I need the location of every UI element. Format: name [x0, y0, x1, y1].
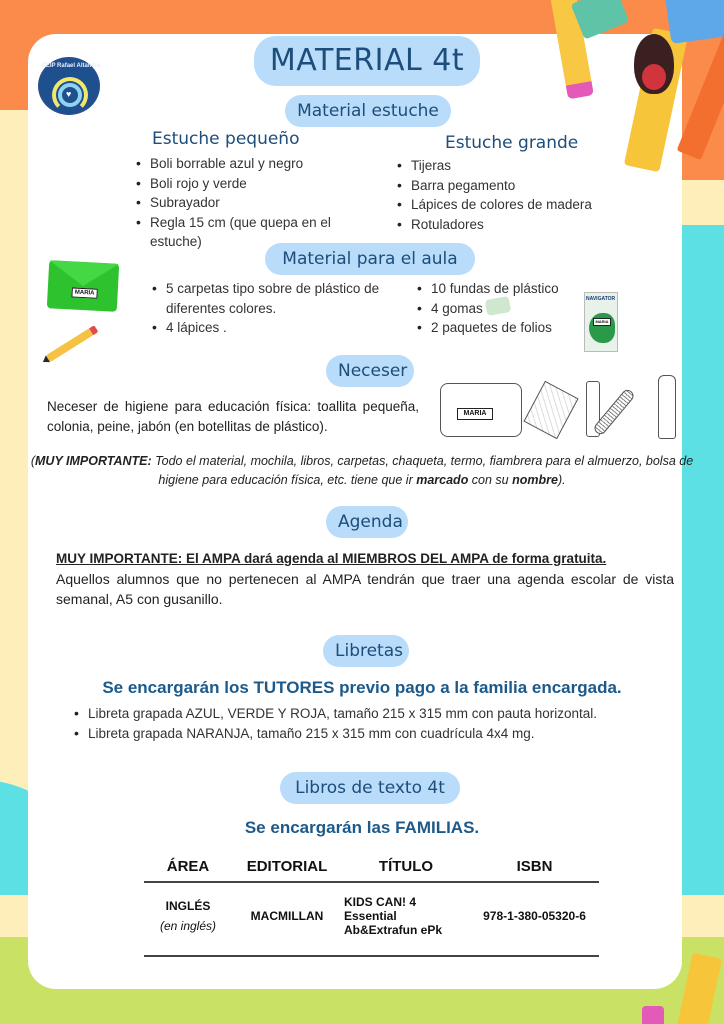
section-label-libros: Libros de texto 4t [280, 772, 460, 804]
list-item: • 10 fundas de plástico [415, 279, 595, 299]
list-item: • Tijeras [395, 156, 625, 176]
column-header-editorial: EDITORIAL [232, 854, 342, 882]
section-label-agenda: Agenda [326, 506, 408, 538]
paper-brand: NAVIGATOR [586, 296, 616, 302]
name-tag: MARIA [71, 287, 97, 298]
agenda-text: Aquellos alumnos que no pertenecen al AMPA tendrán que traer una agenda escolar de vista semanal, A5 con gusanillo. [56, 571, 674, 607]
section-label-neceser: Neceser [326, 355, 414, 387]
list-item: • Barra pegamento [395, 176, 625, 196]
estuche-large-heading: Estuche grande [445, 133, 579, 153]
books-table [144, 854, 599, 957]
list-item: • Regla 15 cm (que quepa en el estuche) [134, 213, 354, 252]
page-title: MATERIAL 4t [254, 36, 480, 86]
paper-pack-illustration [584, 292, 618, 352]
column-header-area: ÁREA [144, 854, 232, 882]
list-item: • Lápices de colores de madera [395, 195, 625, 215]
list-item: • Subrayador [134, 193, 354, 213]
heart-icon: ♥ [66, 89, 72, 99]
list-item: • 2 paquetes de folios [415, 318, 595, 338]
note-text: con su [468, 473, 513, 487]
area-note: (en inglés) [159, 919, 217, 933]
neceser-text: Neceser de higiene para educación física: toallita pequeña, colonia, peine, jabón (en botellitas de plástico). [47, 399, 419, 434]
note-text: Todo el material, mochila, libros, carpetas, chaqueta, termo, fiambrera para el almuerzo, bolsa de higiene para educación física, etc. tiene que ir [151, 454, 694, 487]
note-bold-marcado: marcado [416, 473, 469, 487]
toiletry-bag-icon [440, 383, 522, 437]
towel-icon [523, 381, 578, 439]
note-bold-nombre: nombre [512, 473, 558, 487]
note-text: ). [557, 473, 566, 487]
libros-heading: Se encargarán las FAMILIAS. [244, 818, 480, 837]
column-header-titulo: TÍTULO [342, 854, 470, 882]
estuche-large-list [395, 156, 625, 234]
table-row [144, 882, 599, 956]
estuche-small-list [134, 154, 354, 252]
school-logo [38, 57, 100, 115]
name-tag: MARIA [593, 318, 611, 326]
list-item: • 5 carpetas tipo sobre de plástico de diferentes colores. [150, 279, 390, 318]
area-value: INGLÉS [165, 899, 211, 913]
list-item: • 4 gomas [415, 299, 595, 319]
estuche-small-heading: Estuche pequeño [152, 129, 300, 149]
toiletry-illustration [436, 375, 682, 441]
list-item: • Boli borrable azul y negro [134, 154, 354, 174]
list-item: • 4 lápices . [150, 318, 390, 338]
folder-flap [48, 260, 119, 288]
aula-left-list [150, 279, 390, 338]
logo-text: CEIP Rafael Altamira [41, 63, 101, 69]
cell-editorial: MACMILLAN [232, 882, 342, 956]
folder-illustration [47, 260, 119, 312]
section-label-aula: Material para el aula [265, 243, 475, 275]
paintbrush-icon [634, 34, 674, 94]
section-label-estuche: Material estuche [285, 95, 451, 127]
agenda-important-line: MUY IMPORTANTE: El AMPA dará agenda al MIEMBROS DEL AMPA de forma gratuita. [56, 551, 607, 566]
list-item: • Rotuladores [395, 215, 625, 235]
table-header-row [144, 854, 599, 882]
cell-isbn: 978-1-380-05320-6 [470, 882, 599, 956]
eraser-illustration [642, 1006, 664, 1024]
cell-titulo: KIDS CAN! 4 Essential Ab&Extrafun ePk [342, 882, 470, 956]
section-label-libretas: Libretas [323, 635, 409, 667]
libretas-heading: Se encargarán los TUTORES previo pago a la familia encargada. [102, 678, 622, 697]
libretas-list [72, 704, 682, 743]
cell-area [144, 882, 232, 956]
name-tag: MARIA [457, 408, 493, 420]
list-item: • Boli rojo y verde [134, 174, 354, 194]
list-item: • Libreta grapada NARANJA, tamaño 215 x 315 mm con cuadrícula 4x4 mg. [72, 724, 682, 744]
important-note: (MUY IMPORTANTE: Todo el material, mochila, libros, carpetas, chaqueta, termo, fiambrera para el almuerzo, bolsa de higiene para educación física, etc. tiene que ir marcado con su nombre). [30, 454, 694, 487]
important-label: MUY IMPORTANTE: [35, 454, 152, 468]
column-header-isbn: ISBN [470, 854, 599, 882]
soap-bottle-icon [658, 375, 676, 439]
list-item: • Libreta grapada AZUL, VERDE Y ROJA, tamaño 215 x 315 mm con pauta horizontal. [72, 704, 682, 724]
eraser-icon [665, 0, 724, 44]
